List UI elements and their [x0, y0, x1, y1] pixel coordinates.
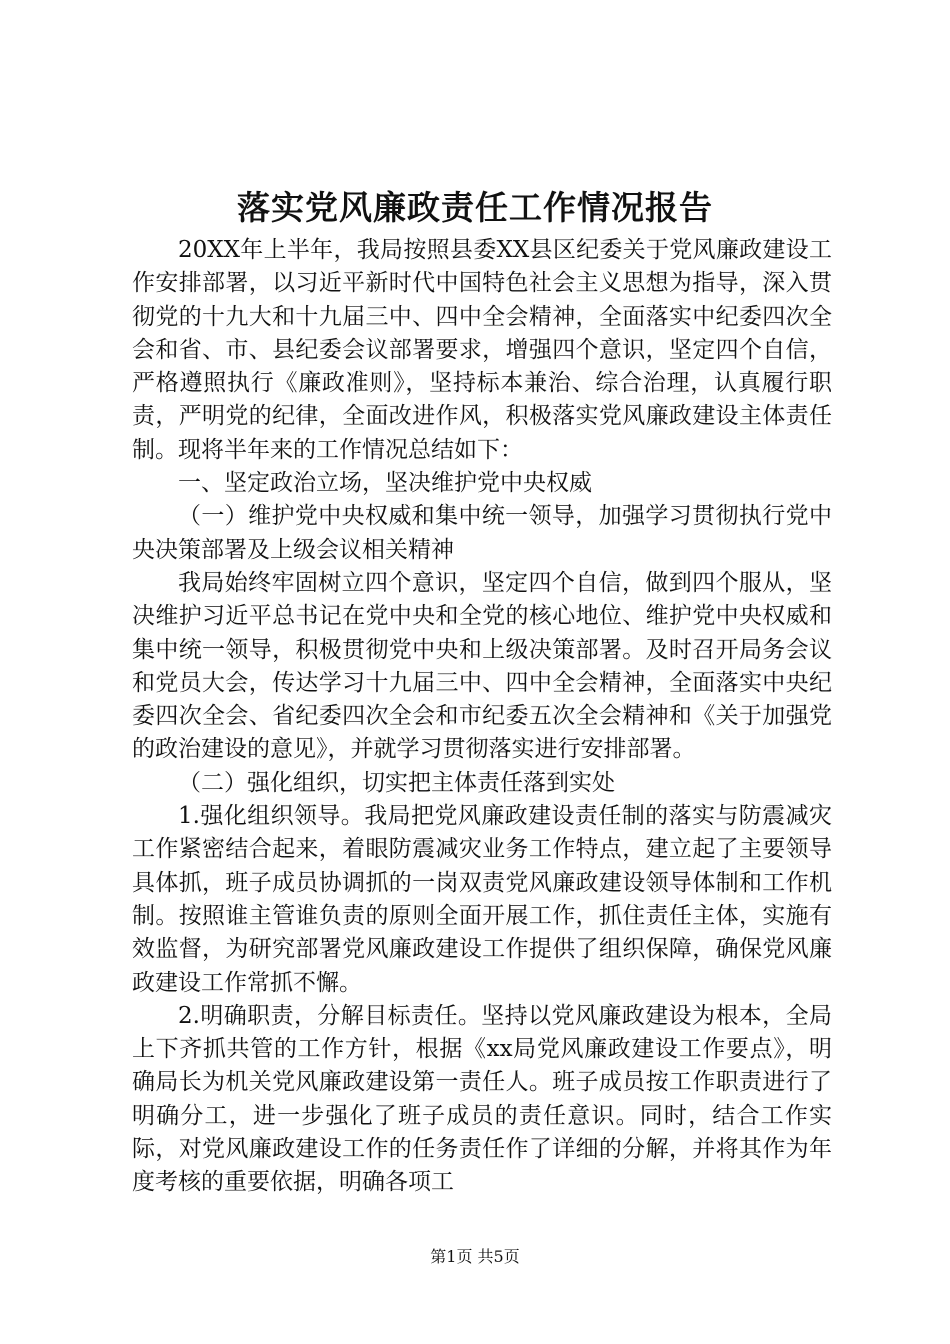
paragraph-item-2: 2.明确职责，分解目标责任。坚持以党风廉政建设为根本，全局上下齐抓共管的工作方针，根据《xx局党风廉政建设工作要点》，明确局长为机关党风廉政建设第一责任人。班子成员按工作职责进行了明确分工，进一步强化了班子成员的责任意识。同时，结合工作实际，对党风廉政建设工作的任务责任作了详细的分解，并将其作为年度考核的重要依据，明确各项工: [132, 1002, 832, 1196]
document-title: 落实党风廉政责任工作情况报告: [237, 188, 713, 227]
subsection-heading-1: （一）维护党中央权威和集中统一领导，加强学习贯彻执行党中央决策部署及上级会议相关精神: [132, 503, 832, 563]
document-body: [132, 234, 832, 1200]
paragraph-section-1: 我局始终牢固树立四个意识，坚定四个自信，做到四个服从，坚决维护习近平总书记在党中央和全党的核心地位、维护党中央权威和集中统一领导，积极贯彻党中央和上级决策部署。及时召开局务会议和党员大会，传达学习十九届三中、四中全会精神，全面落实中央纪委四次全会、省纪委四次全会和市纪委五次全会精神和《关于加强党的政治建设的意见》，并就学习贯彻落实进行安排部署。: [132, 569, 832, 763]
page-footer: 第1页 共5页: [430, 1247, 520, 1266]
paragraph-item-1: 1.强化组织领导。我局把党风廉政建设责任制的落实与防震减灾工作紧密结合起来，着眼防震减灾业务工作特点，建立起了主要领导具体抓，班子成员协调抓的一岗双责党风廉政建设领导体制和工作机制。按照谁主管谁负责的原则全面开展工作，抓住责任主体，实施有效监督，为研究部署党风廉政建设工作提供了组织保障，确保党风廉政建设工作常抓不懈。: [132, 803, 832, 996]
paragraph-intro: 20XX年上半年，我局按照县委XX县区纪委关于党风廉政建设工作安排部署，以习近平新时代中国特色社会主义思想为指导，深入贯彻党的十九大和十九届三中、四中全会精神，全面落实中纪委四次全会和省、市、县纪委会议部署要求，增强四个意识，坚定四个自信，严格遵照执行《廉政准则》，坚持标本兼治、综合治理，认真履行职责，严明党的纪律，全面改进作风，积极落实党风廉政建设主体责任制。现将半年来的工作情况总结如下：: [132, 237, 832, 463]
section-heading-1: 一、坚定政治立场，坚决维护党中央权威: [178, 470, 592, 497]
subsection-heading-2: （二）强化组织，切实把主体责任落到实处: [178, 769, 615, 796]
